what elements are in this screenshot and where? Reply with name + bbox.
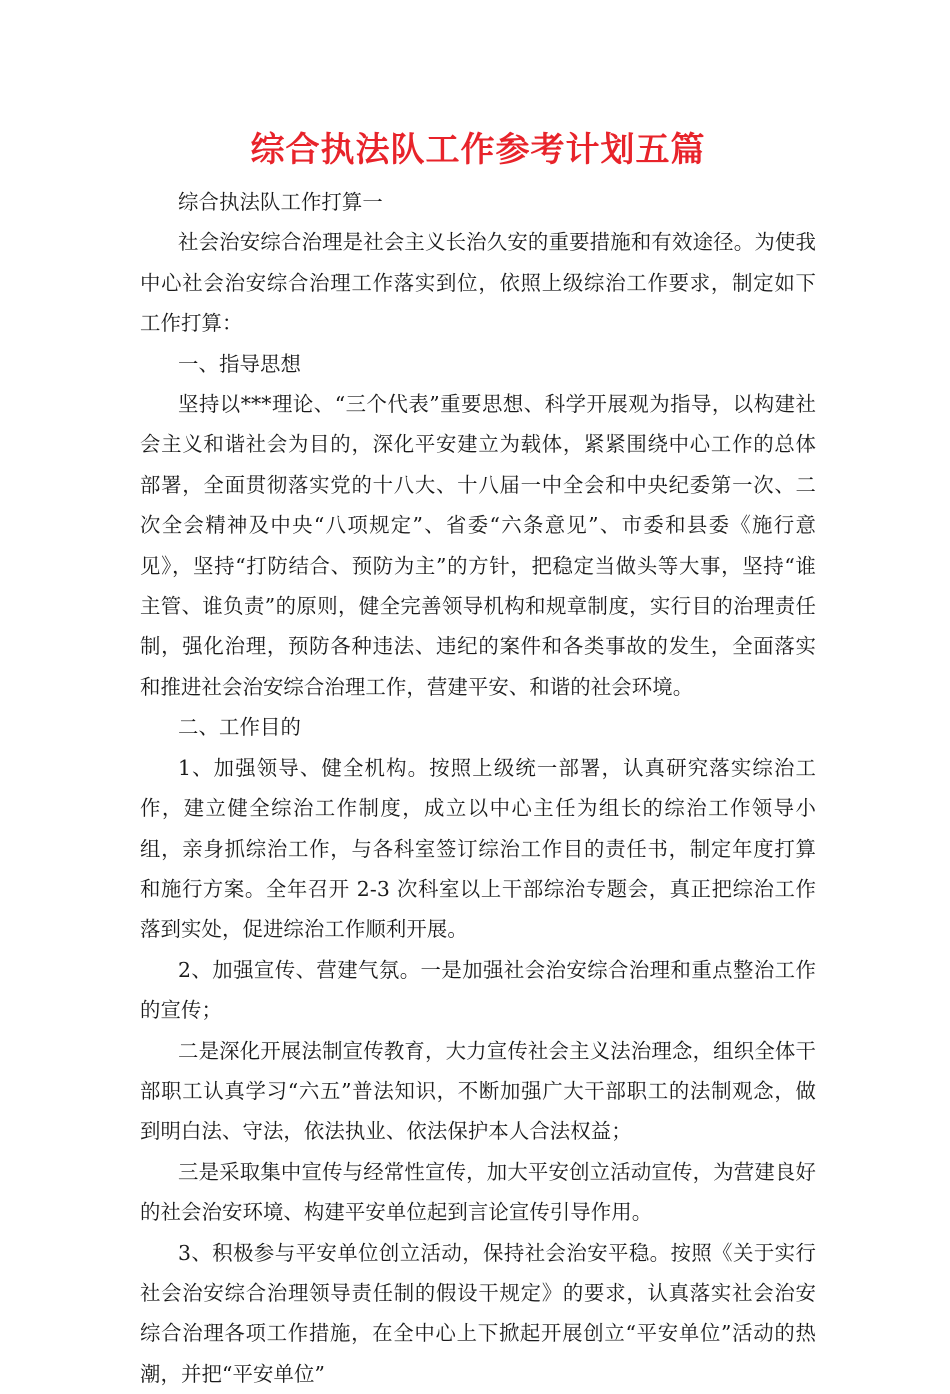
document-subtitle: 综合执法队工作打算一	[178, 190, 383, 214]
paragraph-goal-2: 2、加强宣传、营建气氛。一是加强社会治安综合治理和重点整治工作的宣传；	[140, 957, 816, 1023]
paragraph-goal-1: 1、加强领导、健全机构。按照上级统一部署，认真研究落实综治工作，建立健全综治工作制度，成立以中心主任为组长的综治工作领导小组，亲身抓综治工作，与各科室签订综治工作目的责任书，制定年度打算和施行方案。全年召开 2-3 次科室以上干部综治专题会，真正把综治工作落到实处，促进综治工作顺利开展。	[140, 755, 816, 942]
paragraph-goal-2-third: 三是采取集中宣传与经常性宣传，加大平安创立活动宣传，为营建良好的社会治安环境、构建平安单位起到言论宣传引导作用。	[140, 1159, 816, 1225]
document-title: 综合执法队工作参考计划五篇	[250, 130, 706, 170]
section-heading-guiding-ideology: 一、指导思想	[178, 351, 301, 376]
paragraph-goal-3: 3、积极参与平安单位创立活动，保持社会治安平稳。按照《关于实行社会治安综合治理领导责任制的假设干规定》的要求，认真落实社会治安综合治理各项工作措施，在全中心上下掀起开展创立“平安单位”活动的热潮，并把“平安单位”	[140, 1240, 816, 1386]
paragraph-goal-2-second: 二是深化开展法制宣传教育，大力宣传社会主义法治理念，组织全体干部职工认真学习“六五”普法知识，不断加强广大干部职工的法制观念，做到明白法、守法，依法执业、依法保护本人合法权益；	[140, 1038, 816, 1144]
paragraph-guiding-ideology: 坚持以***理论、“三个代表”重要思想、科学开展观为指导，以构建社会主义和谐社会为目的，深化平安建立为载体，紧紧围绕中心工作的总体部署，全面贯彻落实党的十八大、十八届一中全会和中央纪委第一次、二次全会精神及中央“八项规定”、省委“六条意见”、市委和县委《施行意见》，坚持“打防结合、预防为主”的方针，把稳定当做头等大事，坚持“谁主管、谁负责”的原则，健全完善领导机构和规章制度，实行目的治理责任制，强化治理，预防各种违法、违纪的案件和各类事故的发生，全面落实和推进社会治安综合治理工作，营建平安、和谐的社会环境。	[140, 392, 816, 699]
paragraph-intro: 社会治安综合治理是社会主义长治久安的重要措施和有效途径。为使我中心社会治安综合治理工作落实到位，依照上级综治工作要求，制定如下工作打算：	[140, 230, 816, 336]
section-heading-work-goals: 二、工作目的	[178, 715, 301, 740]
document-page	[140, 118, 816, 1394]
